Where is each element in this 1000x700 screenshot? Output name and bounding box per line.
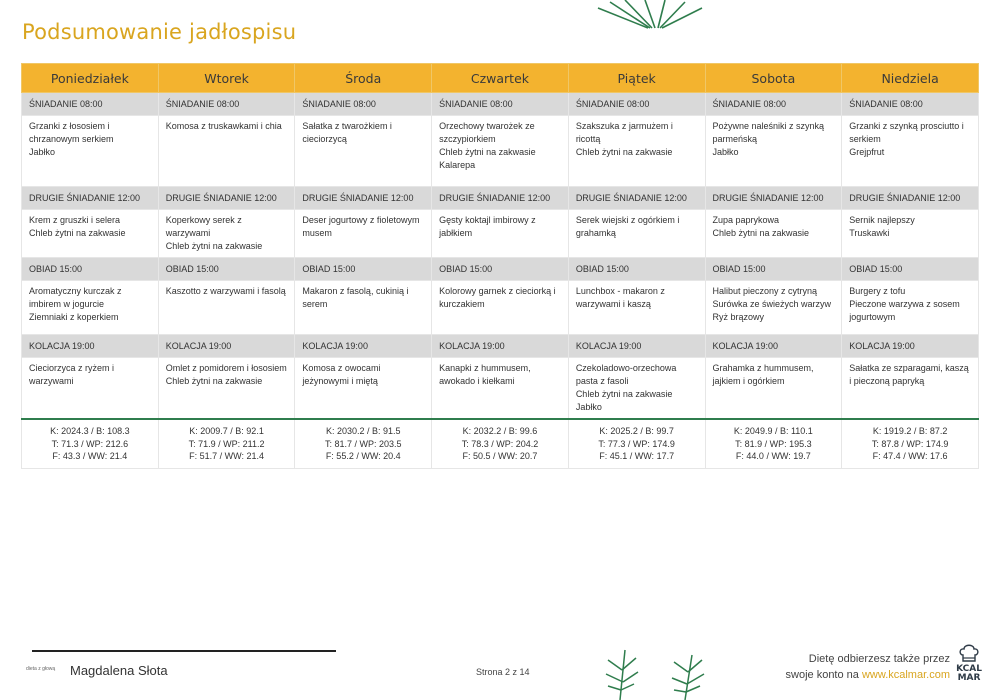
dish-item: Kolorowy garnek z cieciorką i kurczakiem bbox=[439, 286, 556, 309]
dish-cell bbox=[842, 210, 979, 258]
macro-line: F: 55.2 / WW: 20.4 bbox=[325, 451, 401, 462]
dish-item: Ziemniaki z koperkiem bbox=[29, 312, 119, 322]
macro-line: F: 47.4 / WW: 17.6 bbox=[872, 451, 948, 462]
macro-line: F: 45.1 / WW: 17.7 bbox=[599, 451, 675, 462]
logo-text-bottom: MAR bbox=[957, 673, 981, 683]
dish-cell bbox=[295, 116, 432, 187]
meal-label: ŚNIADANIE 08:00 bbox=[432, 93, 569, 116]
macro-line: T: 71.9 / WP: 211.2 bbox=[188, 438, 265, 449]
page-number: Strona 2 z 14 bbox=[476, 667, 530, 677]
dish-cell bbox=[432, 358, 569, 420]
macro-line: T: 71.3 / WP: 212.6 bbox=[51, 438, 129, 449]
meal-label-row bbox=[22, 335, 979, 358]
author-name: Magdalena Słota bbox=[70, 663, 168, 678]
dish-item: Chleb żytni na zakwasie bbox=[439, 147, 536, 157]
meal-label: OBIAD 15:00 bbox=[432, 258, 569, 281]
dish-item: Szakszuka z jarmużem i ricottą bbox=[575, 121, 673, 144]
macro-line: K: 2030.2 / B: 91.5 bbox=[325, 426, 401, 437]
kcalmar-link[interactable]: www.kcalmar.com bbox=[861, 669, 950, 681]
dish-item: Chleb żytni na zakwasie bbox=[575, 389, 673, 399]
macro-line: F: 50.5 / WW: 20.7 bbox=[462, 451, 538, 462]
macros-cell bbox=[295, 419, 432, 469]
dish-item: Krem z gruszki i selera bbox=[29, 215, 121, 225]
meal-label: DRUGIE ŚNIADANIE 12:00 bbox=[432, 187, 569, 210]
macro-line: K: 2009.7 / B: 92.1 bbox=[189, 426, 264, 437]
dish-item: Deser jogurtowy z fioletowym musem bbox=[302, 215, 420, 238]
dish-cell bbox=[432, 210, 569, 258]
dish-cell bbox=[158, 281, 295, 335]
dish-row bbox=[22, 358, 979, 420]
day-header: Niedziela bbox=[842, 64, 979, 93]
dish-cell bbox=[842, 281, 979, 335]
dish-item: Grzanki z szynką prosciutto i serkiem bbox=[849, 121, 964, 144]
macro-line: T: 87.8 / WP: 174.9 bbox=[871, 438, 949, 449]
macro-line: F: 51.7 / WW: 21.4 bbox=[189, 451, 264, 462]
meal-plan-table bbox=[21, 63, 979, 469]
page-title: Podsumowanie jadłospisu bbox=[22, 20, 297, 44]
dish-item: Makaron z fasolą, cukinią i serem bbox=[302, 286, 409, 309]
dish-item: Surówka ze świeżych warzyw bbox=[712, 299, 832, 309]
dish-item: Lunchbox - makaron z warzywami i kaszą bbox=[575, 286, 665, 309]
dish-item: Pożywne naleśniki z szynką parmeńską bbox=[712, 121, 825, 144]
macro-line: T: 81.9 / WP: 195.3 bbox=[735, 438, 812, 449]
meal-label: OBIAD 15:00 bbox=[22, 258, 159, 281]
dish-cell bbox=[568, 116, 705, 187]
macro-line: T: 81.7 / WP: 203.5 bbox=[324, 438, 402, 449]
day-header: Piątek bbox=[568, 64, 705, 93]
dish-cell bbox=[568, 281, 705, 335]
meal-label: KOLACJA 19:00 bbox=[842, 335, 979, 358]
day-header: Czwartek bbox=[432, 64, 569, 93]
dish-item: Omlet z pomidorem i łososiem bbox=[165, 363, 287, 373]
promo-prefix: swoje konto na bbox=[785, 669, 859, 681]
dish-item: Zupa paprykowa bbox=[712, 215, 780, 225]
meal-label: DRUGIE ŚNIADANIE 12:00 bbox=[22, 187, 159, 210]
promo-line-1: Dietę odbierzesz także przez bbox=[808, 653, 950, 665]
meal-label: ŚNIADANIE 08:00 bbox=[568, 93, 705, 116]
macro-line: F: 44.0 / WW: 19.7 bbox=[735, 451, 811, 462]
signature-line bbox=[32, 650, 336, 652]
dish-cell bbox=[705, 281, 842, 335]
meal-label: KOLACJA 19:00 bbox=[295, 335, 432, 358]
macro-line: K: 2032.2 / B: 99.6 bbox=[462, 426, 538, 437]
macros-cell bbox=[22, 419, 159, 469]
dish-item: Kanapki z hummusem, awokado i kiełkami bbox=[439, 363, 531, 386]
dish-cell bbox=[295, 358, 432, 420]
dish-cell bbox=[22, 358, 159, 420]
dish-item: Chleb żytni na zakwasie bbox=[29, 228, 126, 238]
dish-item: Koperkowy serek z warzywami bbox=[165, 215, 242, 238]
dish-cell bbox=[158, 116, 295, 187]
macros-row bbox=[22, 419, 979, 469]
meal-label: OBIAD 15:00 bbox=[568, 258, 705, 281]
meal-label: DRUGIE ŚNIADANIE 12:00 bbox=[705, 187, 842, 210]
meal-label: DRUGIE ŚNIADANIE 12:00 bbox=[568, 187, 705, 210]
dish-item: Grahamka z hummusem, jajkiem i ogórkiem bbox=[712, 363, 814, 386]
dish-item: Jabłko bbox=[712, 147, 739, 157]
day-header-row bbox=[22, 64, 979, 93]
macros-cell bbox=[432, 419, 569, 469]
dish-item: Gęsty koktajl imbirowy z jabłkiem bbox=[439, 215, 536, 238]
dish-item: Cieciorzyca z ryżem i warzywami bbox=[29, 363, 115, 386]
dish-item: Komosa z truskawkami i chia bbox=[165, 121, 282, 131]
meal-label: KOLACJA 19:00 bbox=[568, 335, 705, 358]
dish-cell bbox=[158, 210, 295, 258]
dish-item: Pieczone warzywa z sosem jogurtowym bbox=[849, 299, 960, 322]
dish-row bbox=[22, 116, 979, 187]
macro-line: K: 1919.2 / B: 87.2 bbox=[872, 426, 948, 437]
dish-cell bbox=[158, 358, 295, 420]
dish-cell bbox=[432, 116, 569, 187]
dish-item: Aromatyczny kurczak z imbirem w jogurcie bbox=[29, 286, 122, 309]
dish-row bbox=[22, 210, 979, 258]
meal-label: DRUGIE ŚNIADANIE 12:00 bbox=[295, 187, 432, 210]
chef-hat-icon bbox=[959, 643, 979, 665]
dish-item: Sałatka ze szparagami, kaszą i pieczoną papryką bbox=[849, 363, 969, 386]
macros-cell bbox=[568, 419, 705, 469]
meal-label: KOLACJA 19:00 bbox=[158, 335, 295, 358]
dish-item: Chleb żytni na zakwasie bbox=[712, 228, 810, 238]
macro-line: F: 43.3 / WW: 21.4 bbox=[52, 451, 128, 462]
dish-item: Komosa z owocami jeżynowymi i miętą bbox=[302, 363, 381, 386]
dish-cell bbox=[705, 210, 842, 258]
dish-item: Truskawki bbox=[849, 228, 890, 238]
dish-item: Jabłko bbox=[575, 402, 602, 412]
meal-label-row bbox=[22, 187, 979, 210]
meal-label: OBIAD 15:00 bbox=[295, 258, 432, 281]
meal-label: ŚNIADANIE 08:00 bbox=[705, 93, 842, 116]
kcalmar-logo bbox=[952, 643, 986, 693]
dish-cell bbox=[22, 281, 159, 335]
meal-label: ŚNIADANIE 08:00 bbox=[295, 93, 432, 116]
meal-label: KOLACJA 19:00 bbox=[705, 335, 842, 358]
dish-item: Czekoladowo-orzechowa pasta z fasoli bbox=[575, 363, 677, 386]
dish-item: Jabłko bbox=[29, 147, 56, 157]
dish-row bbox=[22, 281, 979, 335]
dish-cell bbox=[568, 358, 705, 420]
dish-item: Halibut pieczony z cytryną bbox=[712, 286, 818, 296]
brand-tagline: dieta z głową bbox=[26, 666, 56, 672]
macros-cell bbox=[705, 419, 842, 469]
meal-label: KOLACJA 19:00 bbox=[432, 335, 569, 358]
dish-item: Sałatka z twarożkiem i cieciorzycą bbox=[302, 121, 392, 144]
dish-item: Grzanki z łososiem i chrzanowym serkiem bbox=[29, 121, 114, 144]
meal-label: ŚNIADANIE 08:00 bbox=[158, 93, 295, 116]
day-header: Poniedziałek bbox=[22, 64, 159, 93]
meal-label: DRUGIE ŚNIADANIE 12:00 bbox=[158, 187, 295, 210]
dish-item: Chleb żytni na zakwasie bbox=[575, 147, 673, 157]
macro-line: T: 77.3 / WP: 174.9 bbox=[598, 438, 675, 449]
day-header: Wtorek bbox=[158, 64, 295, 93]
dish-item: Kaszotto z warzywami i fasolą bbox=[165, 286, 286, 296]
macro-line: K: 2024.3 / B: 108.3 bbox=[50, 426, 130, 437]
macro-line: T: 78.3 / WP: 204.2 bbox=[461, 438, 539, 449]
dish-item: Serek wiejski z ogórkiem i grahamką bbox=[575, 215, 680, 238]
dish-cell bbox=[295, 281, 432, 335]
meal-label: OBIAD 15:00 bbox=[158, 258, 295, 281]
dish-cell bbox=[568, 210, 705, 258]
dish-cell bbox=[22, 116, 159, 187]
dish-item: Chleb żytni na zakwasie bbox=[165, 241, 263, 251]
dish-cell bbox=[432, 281, 569, 335]
meal-label: OBIAD 15:00 bbox=[842, 258, 979, 281]
dish-item: Grejpfrut bbox=[849, 147, 885, 157]
macro-line: K: 2025.2 / B: 99.7 bbox=[599, 426, 674, 437]
dish-cell bbox=[842, 358, 979, 420]
day-header: Sobota bbox=[705, 64, 842, 93]
logo-text-top: KCAL bbox=[956, 664, 982, 674]
meal-label: OBIAD 15:00 bbox=[705, 258, 842, 281]
macros-cell bbox=[158, 419, 295, 469]
day-header: Środa bbox=[295, 64, 432, 93]
meal-label: DRUGIE ŚNIADANIE 12:00 bbox=[842, 187, 979, 210]
dish-item: Orzechowy twarożek ze szczypiorkiem bbox=[439, 121, 535, 144]
dish-cell bbox=[842, 116, 979, 187]
macros-cell bbox=[842, 419, 979, 469]
dish-item: Sernik najlepszy bbox=[849, 215, 915, 225]
palm-leaf-decoration-icon bbox=[600, 640, 720, 700]
dish-item: Ryż brązowy bbox=[712, 312, 765, 322]
dish-cell bbox=[705, 116, 842, 187]
promo-text bbox=[786, 651, 950, 683]
dish-item: Chleb żytni na zakwasie bbox=[165, 376, 263, 386]
dish-item: Kalarepa bbox=[439, 160, 476, 170]
macro-line: K: 2049.9 / B: 110.1 bbox=[733, 426, 813, 437]
promo-line-2 bbox=[786, 667, 950, 683]
meal-label: ŚNIADANIE 08:00 bbox=[22, 93, 159, 116]
dish-cell bbox=[295, 210, 432, 258]
meal-label-row bbox=[22, 258, 979, 281]
meal-label: ŚNIADANIE 08:00 bbox=[842, 93, 979, 116]
dish-cell bbox=[22, 210, 159, 258]
palm-leaf-decoration-icon bbox=[590, 0, 710, 30]
meal-label-row bbox=[22, 93, 979, 116]
dish-cell bbox=[705, 358, 842, 420]
dish-item: Burgery z tofu bbox=[849, 286, 906, 296]
meal-label: KOLACJA 19:00 bbox=[22, 335, 159, 358]
